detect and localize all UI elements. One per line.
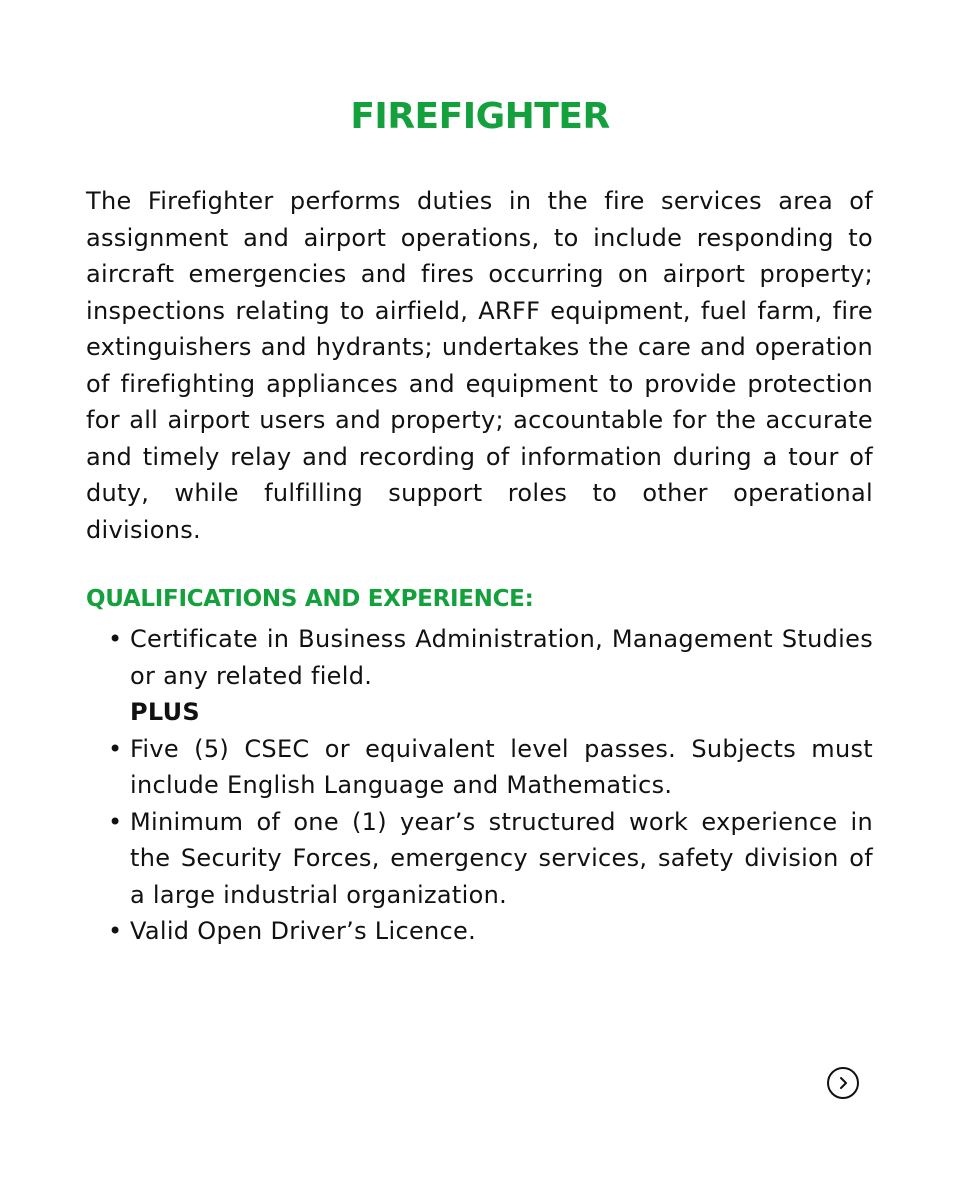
qualification-text: Minimum of one (1) year’s structured work experience in the Security Forces, emergency services, safety division of a large industrial organization.: [130, 807, 873, 909]
list-item: [86, 913, 873, 950]
plus-label: PLUS: [130, 698, 201, 726]
plus-connector: [86, 694, 873, 731]
list-item: [86, 731, 873, 804]
qualifications-list: [86, 621, 873, 950]
qualifications-heading: QUALIFICATIONS AND EXPERIENCE:: [86, 586, 534, 612]
qualification-text: Valid Open Driver’s Licence.: [130, 917, 477, 945]
bullet-icon: •: [108, 734, 123, 763]
list-item: [86, 804, 873, 914]
list-item: [86, 621, 873, 694]
bullet-icon: •: [108, 917, 123, 945]
bullet-icon: •: [108, 625, 123, 653]
chevron-right-icon: [835, 1075, 851, 1091]
bullet-icon: •: [108, 807, 123, 836]
page-title: FIREFIGHTER: [350, 96, 610, 137]
qualification-text: Certificate in Business Administration, Management Studies or any related field.: [130, 625, 873, 690]
qualification-text: Five (5) CSEC or equivalent level passes. Subjects must include English Language and Mathematics.: [130, 734, 873, 799]
job-description: The Firefighter performs duties in the fire services area of assignment and airport operations, to include responding to aircraft emergencies and fires occurring on airport property; inspections relating to airfield, ARFF equipment, fuel farm, fire extinguishers and hydrants; undertakes the care and operation of firefighting appliances and equipment to provide protection for all airport users and property; accountable for the accurate and timely relay and recording of information during a tour of duty, while fulfilling support roles to other operational divisions.: [86, 187, 873, 544]
next-page-button[interactable]: [827, 1067, 859, 1099]
